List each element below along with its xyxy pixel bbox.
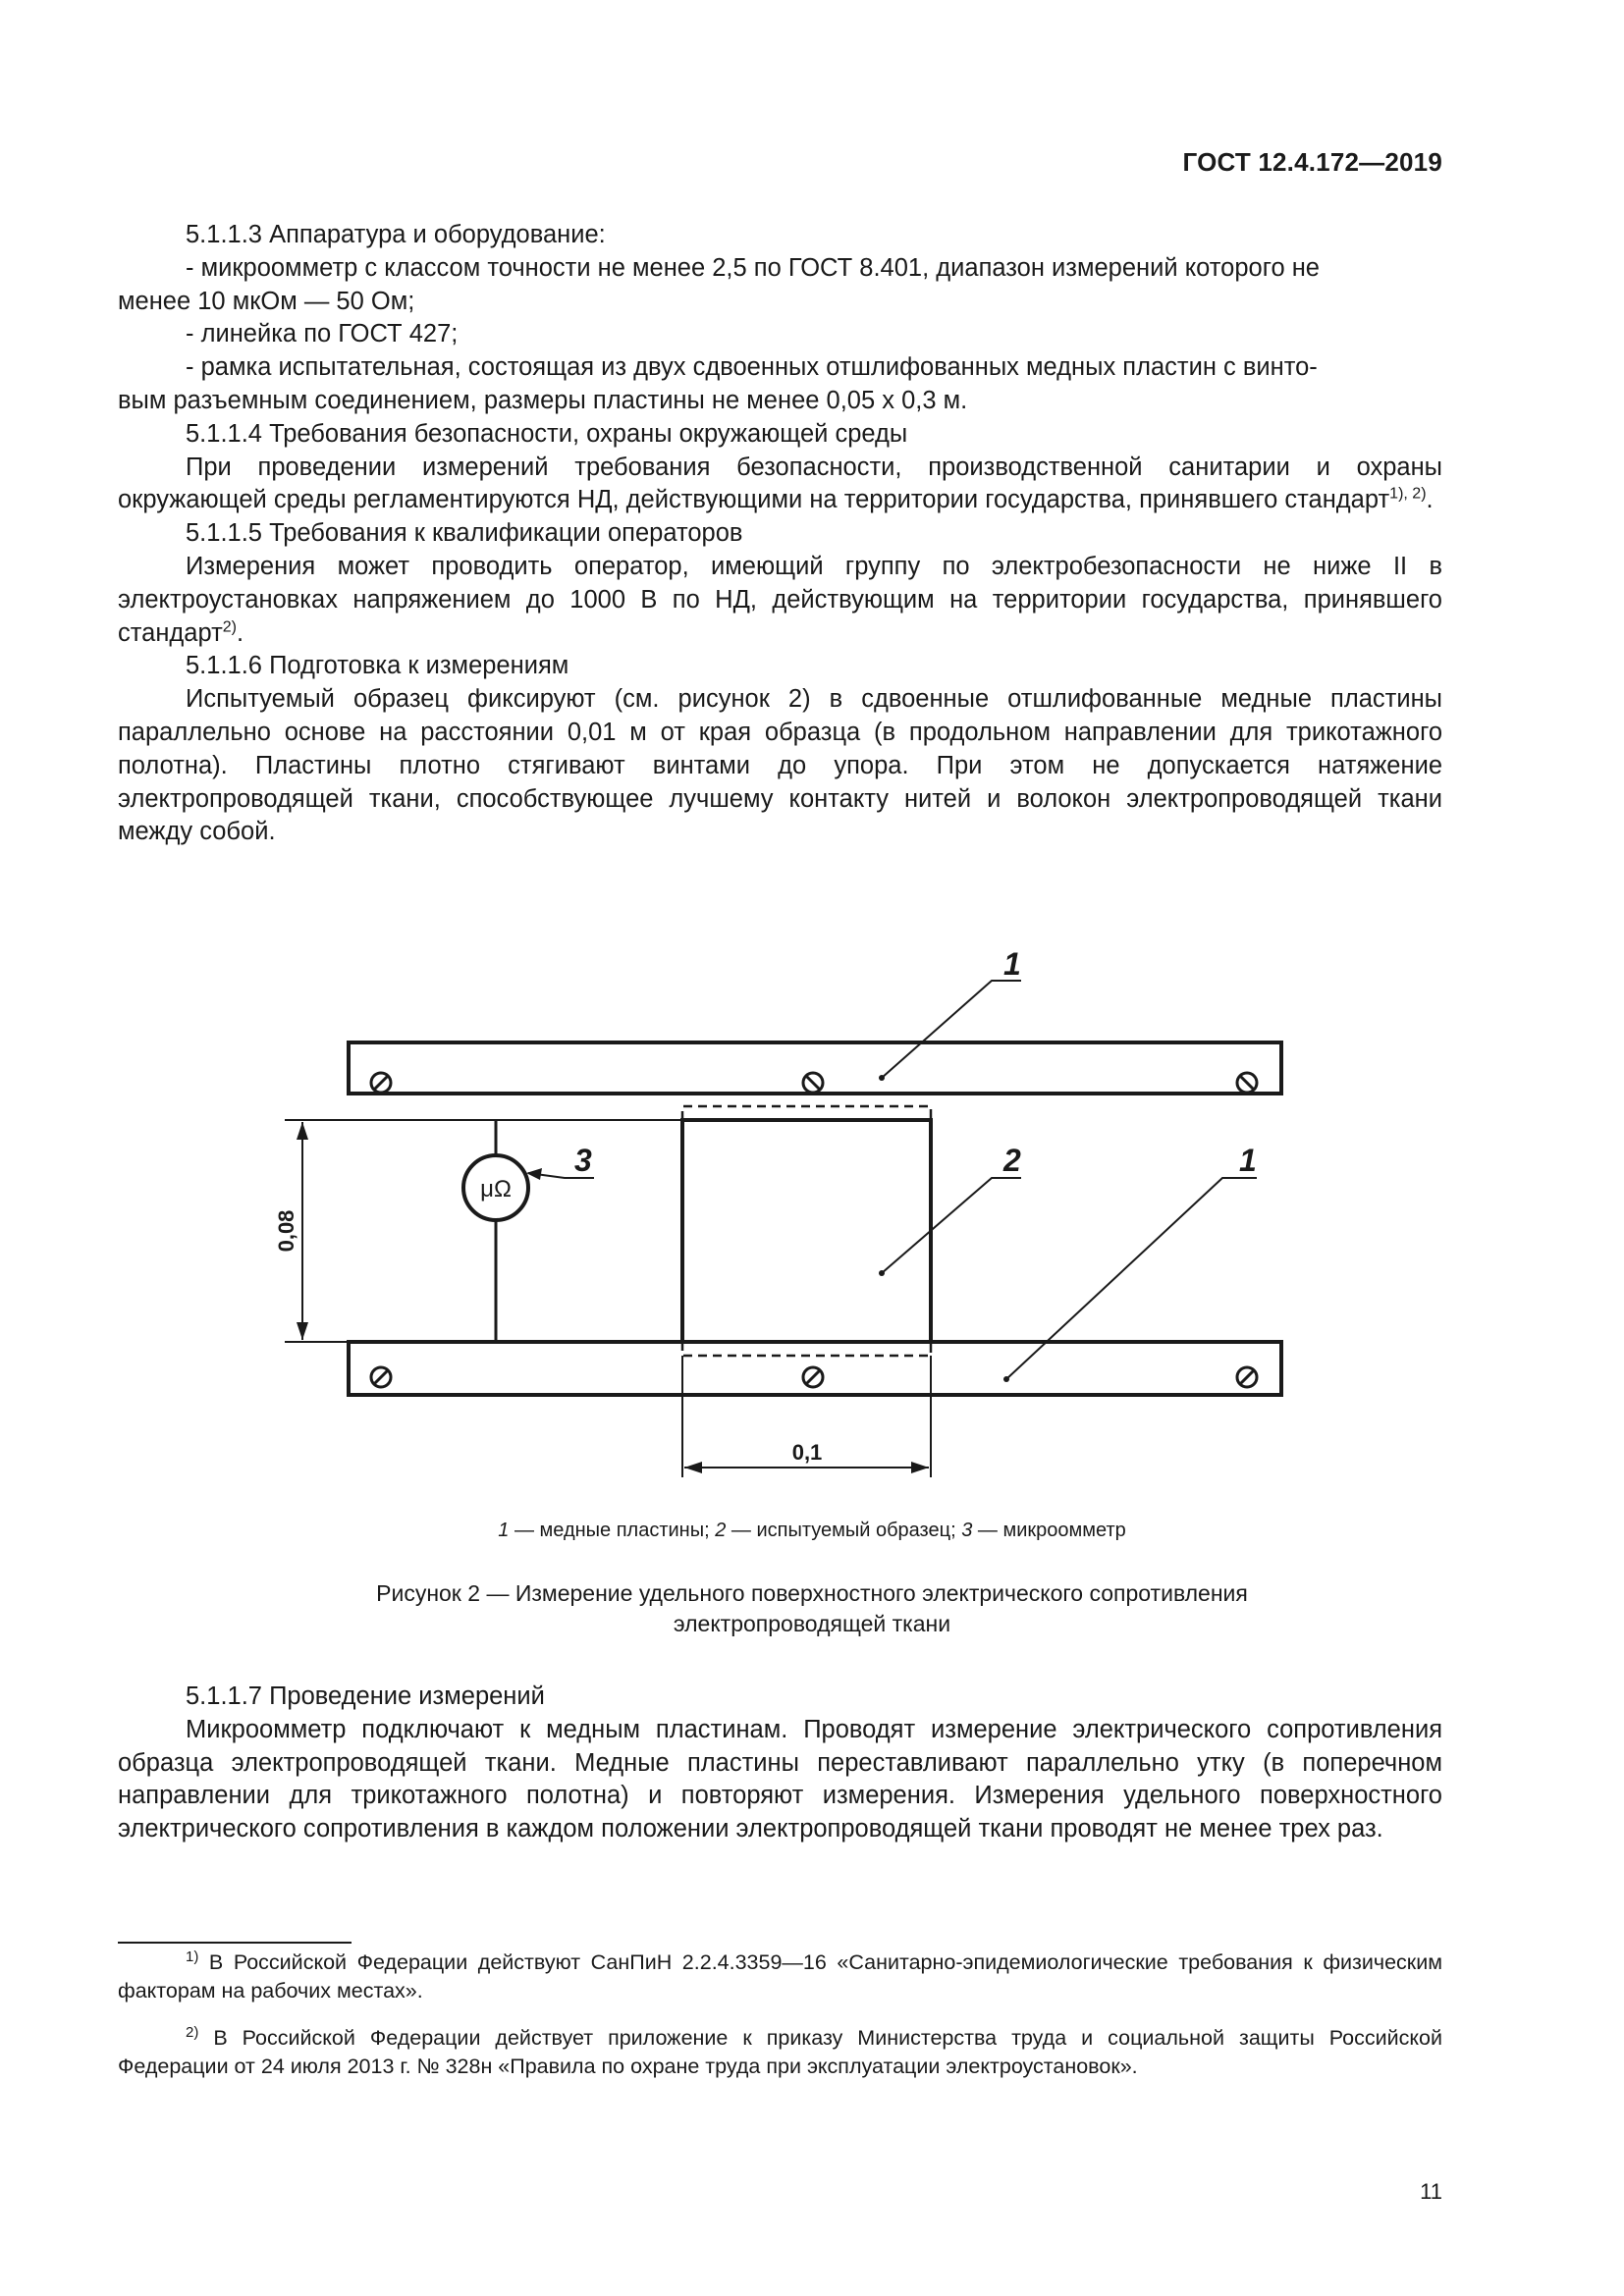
- legend-text: — медные пластины;: [509, 1520, 716, 1541]
- section-5114-paragraph: [118, 452, 1442, 518]
- section-5115-paragraph: [118, 551, 1442, 650]
- main-text-block: [118, 219, 1442, 849]
- document-code: ГОСТ 12.4.172—2019: [1182, 147, 1442, 177]
- leader-dot: [879, 1270, 885, 1276]
- arrowhead: [297, 1322, 308, 1340]
- screw-icon: [1237, 1073, 1257, 1093]
- arrowhead: [297, 1122, 308, 1140]
- sample-dashed-bottom: [682, 1342, 931, 1356]
- sample-dashed-top: [682, 1106, 931, 1120]
- screw-icon: [1237, 1367, 1257, 1387]
- leader-line-2: [882, 1178, 1021, 1273]
- footnote-ref: 2): [222, 618, 238, 636]
- caption-line: электропроводящей ткани: [673, 1611, 951, 1636]
- legend-number: 3: [961, 1520, 973, 1541]
- section-5116-title: 5.1.1.6 Подготовка к измерениям: [186, 652, 569, 680]
- footnote-ref: 1), 2): [1389, 485, 1427, 503]
- footnote-text: В Российской Федерации действуют СанПиН 2.2.4.3359—16 «Санитарно-эпидемиологические требования к физическим факторам на рабочих местах».: [118, 1950, 1442, 2002]
- caption-line: Рисунок 2 — Измерение удельного поверхностного электрического сопротивления: [376, 1580, 1248, 1606]
- section-5113-title: 5.1.1.3 Аппаратура и оборудование:: [186, 221, 606, 248]
- callout-label: 3: [574, 1143, 592, 1178]
- meter-symbol: μΩ: [480, 1176, 512, 1202]
- screw-icon: [803, 1367, 823, 1387]
- screw-icon: [371, 1367, 391, 1387]
- section-5114-title: 5.1.1.4 Требования безопасности, охраны окружающей среды: [186, 419, 908, 448]
- footnote-text: В Российской Федерации действует приложение к приказу Министерства труда и социальной защиты Российской Федерации от 24 июля 2013 г. № 328н «Правила по охране труда при эксплуатации электроустановок».: [118, 2026, 1442, 2078]
- legend-text: — микроомметр: [972, 1520, 1126, 1541]
- legend-number: 1: [498, 1520, 510, 1541]
- callout-label: 2: [1003, 1143, 1021, 1178]
- list-item: - рамка испытательная, состоящая из двух сдвоенных отшлифованных медных пластин с винто-: [186, 353, 1318, 382]
- paragraph-text: Измерения может проводить оператор, имеющий группу по электробезопасности не ниже II в электроустановках напряжением до 1000 В по НД, действующим на территории государства, принявшего стандарт: [118, 552, 1442, 647]
- test-sample: [682, 1120, 931, 1342]
- list-item: - микроомметр с классом точности не менее 2,5 по ГОСТ 8.401, диапазон измерений которого не: [186, 253, 1320, 282]
- leader-dot: [1003, 1376, 1009, 1382]
- arrowhead: [684, 1462, 702, 1473]
- paragraph-end: .: [1426, 486, 1434, 514]
- dimension-label-horizontal: 0,1: [791, 1440, 823, 1465]
- section-5115-title: 5.1.1.5 Требования к квалификации операторов: [186, 519, 743, 548]
- section-5117-paragraph: Микроомметр подключают к медным пластинам. Проводят измерение электрического сопротивления образца электропроводящей ткани. Медные пластины переставливают параллельно утку (в поперечном направлении для трикотажного полотна) и повторяют измерения. Измерения удельного поверхностного электрического сопротивления в каждом положении электропроводящей ткани проводят не менее трех раз.: [118, 1715, 1442, 1843]
- section-5117-title: 5.1.1.7 Проведение измерений: [186, 1682, 545, 1710]
- page-number: 11: [1420, 2179, 1442, 2204]
- figure-2-diagram: [0, 933, 1624, 1512]
- leader-line-1-right: [1006, 1178, 1257, 1379]
- section-5117: [118, 1681, 1442, 1846]
- footnote-mark: 1): [186, 1948, 199, 1965]
- list-item-continuation: вым разъемным соединением, размеры пластины не менее 0,05 х 0,3 м.: [118, 386, 968, 414]
- callout-label: 1: [1003, 946, 1021, 982]
- leader-dot: [879, 1075, 885, 1081]
- paragraph-end: .: [237, 618, 244, 647]
- footnote-mark: 2): [186, 2023, 199, 2041]
- footnote-2: [118, 2024, 1442, 2081]
- list-item: - линейка по ГОСТ 427;: [186, 320, 459, 348]
- figure-caption: [0, 1578, 1624, 1639]
- paragraph-text: При проведении измерений требования безопасности, производственной санитарии и охраны окружающей среды регламентируются НД, действующими на территории государства, принявшего стандарт: [118, 453, 1442, 514]
- legend-text: — испытуемый образец;: [726, 1520, 962, 1541]
- list-item-continuation: менее 10 мкОм — 50 Ом;: [118, 287, 415, 315]
- legend-number: 2: [715, 1520, 727, 1541]
- figure-legend: [0, 1520, 1624, 1542]
- dimension-label-vertical: 0,08: [274, 1209, 298, 1253]
- screw-icon: [371, 1073, 391, 1093]
- callout-label: 1: [1239, 1143, 1257, 1178]
- footnote-separator: [118, 1942, 352, 1944]
- leader-line-1-top: [882, 981, 1021, 1078]
- section-5116-paragraph: Испытуемый образец фиксируют (см. рисунок 2) в сдвоенные отшлифованные медные пластины параллельно основе на расстоянии 0,01 м от края образца (в продольном направлении для трикотажного полотна). Пластины плотно стягивают винтами до упора. При этом не допускается натяжение электропроводящей ткани, способствующее лучшему контакту нитей и волокон электропроводящей ткани между собой.: [118, 685, 1442, 846]
- screw-icon: [803, 1073, 823, 1093]
- arrowhead: [911, 1462, 929, 1473]
- footnote-1: [118, 1949, 1442, 2005]
